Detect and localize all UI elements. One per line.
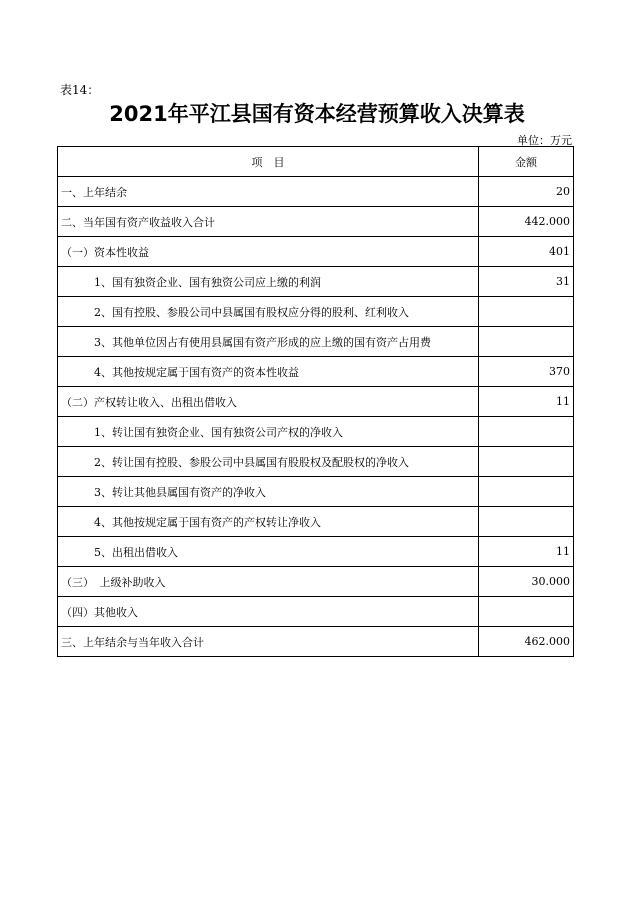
table-number-label: 表14： xyxy=(60,83,100,97)
table-row xyxy=(58,267,574,297)
table-row xyxy=(58,177,574,207)
row-amount-value: 11 xyxy=(479,387,574,417)
row-item-label: （二）产权转让收入、出租出借收入 xyxy=(58,387,479,417)
row-item-label: 一、上年结余 xyxy=(58,177,479,207)
unit-label: 单位：万元 xyxy=(517,134,572,147)
row-item-label: 4、其他按规定属于国有资产的产权转让净收入 xyxy=(58,507,479,537)
row-item-label: （三） 上级补助收入 xyxy=(58,567,479,597)
row-amount-value: 30.000 xyxy=(479,567,574,597)
row-item-label: 2、转让国有控股、参股公司中县属国有股股权及配股权的净收入 xyxy=(58,447,479,477)
page-title: 2021年平江县国有资本经营预算收入决算表 xyxy=(109,102,525,126)
row-amount-value xyxy=(479,507,574,537)
row-item-label: 二、当年国有资产收益收入合计 xyxy=(58,207,479,237)
column-header-amount: 金额 xyxy=(479,147,574,177)
table-row xyxy=(58,207,574,237)
row-item-label: 5、出租出借收入 xyxy=(58,537,479,567)
row-amount-value xyxy=(479,597,574,627)
row-item-label: 1、国有独资企业、国有独资公司应上缴的利润 xyxy=(58,267,479,297)
table-row xyxy=(58,387,574,417)
table-row xyxy=(58,567,574,597)
table-header-row xyxy=(58,147,574,177)
row-item-label: 3、其他单位因占有使用县属国有资产形成的应上缴的国有资产占用费 xyxy=(58,327,479,357)
budget-revenue-table xyxy=(57,146,574,657)
row-item-label: 4、其他按规定属于国有资产的资本性收益 xyxy=(58,357,479,387)
table-row xyxy=(58,327,574,357)
row-item-label: 三、上年结余与当年收入合计 xyxy=(58,627,479,657)
row-amount-value xyxy=(479,327,574,357)
row-amount-value: 442.000 xyxy=(479,207,574,237)
table-row xyxy=(58,297,574,327)
table-row xyxy=(58,237,574,267)
row-item-label: （四）其他收入 xyxy=(58,597,479,627)
row-amount-value: 401 xyxy=(479,237,574,267)
row-item-label: （一）资本性收益 xyxy=(58,237,479,267)
row-amount-value: 20 xyxy=(479,177,574,207)
table-row xyxy=(58,597,574,627)
table-body xyxy=(58,177,574,657)
row-amount-value xyxy=(479,417,574,447)
row-item-label: 2、国有控股、参股公司中县属国有股权应分得的股利、红利收入 xyxy=(58,297,479,327)
row-amount-value xyxy=(479,477,574,507)
table-row xyxy=(58,447,574,477)
table-row xyxy=(58,477,574,507)
row-item-label: 1、转让国有独资企业、国有独资公司产权的净收入 xyxy=(58,417,479,447)
row-amount-value: 11 xyxy=(479,537,574,567)
row-amount-value: 462.000 xyxy=(479,627,574,657)
table-row xyxy=(58,417,574,447)
table-row xyxy=(58,357,574,387)
table-row xyxy=(58,627,574,657)
column-header-item: 项 目 xyxy=(58,147,479,177)
row-amount-value: 370 xyxy=(479,357,574,387)
table-row xyxy=(58,507,574,537)
row-item-label: 3、转让其他县属国有资产的净收入 xyxy=(58,477,479,507)
row-amount-value: 31 xyxy=(479,267,574,297)
row-amount-value xyxy=(479,447,574,477)
table-row xyxy=(58,537,574,567)
row-amount-value xyxy=(479,297,574,327)
